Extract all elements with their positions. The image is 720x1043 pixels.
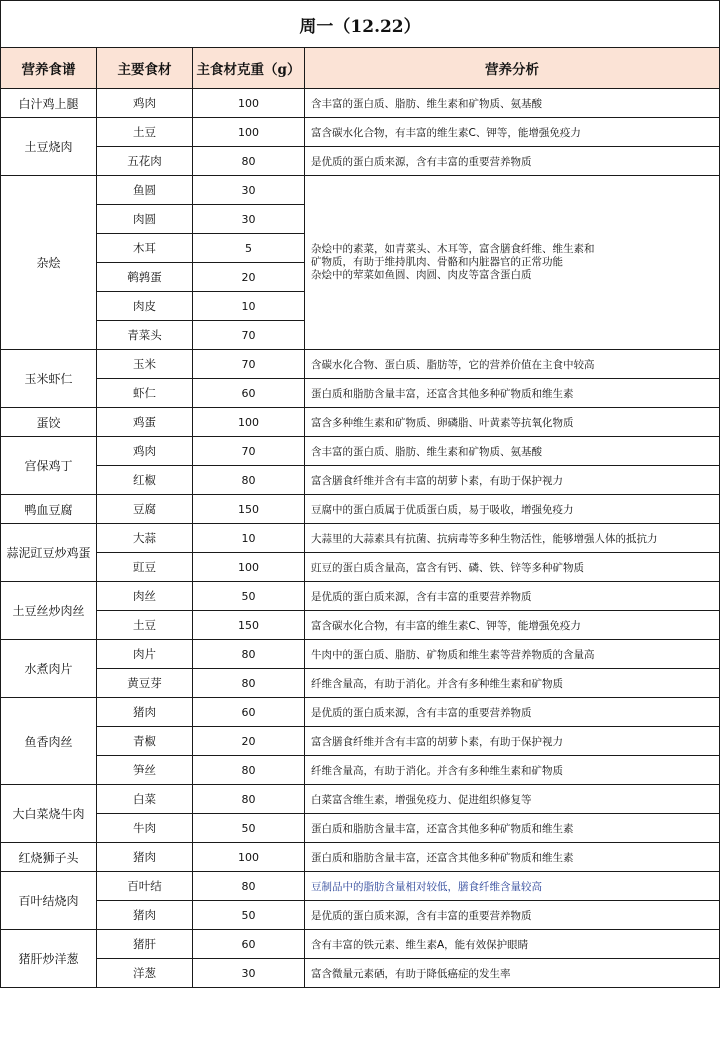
weight-cell: 5 bbox=[193, 234, 305, 263]
table-row bbox=[1, 437, 720, 466]
table-row bbox=[1, 640, 720, 669]
analysis-cell: 白菜富含维生素，增强免疫力、促进组织修复等 bbox=[305, 785, 720, 814]
analysis-cell: 大蒜里的大蒜素具有抗菌、抗病毒等多种生物活性，能够增强人体的抵抗力 bbox=[305, 524, 720, 553]
ingredient-cell: 猪肉 bbox=[97, 901, 193, 930]
table-row bbox=[1, 408, 720, 437]
dish-name: 杂烩 bbox=[1, 176, 97, 350]
weight-cell: 10 bbox=[193, 524, 305, 553]
ingredient-cell: 笋丝 bbox=[97, 756, 193, 785]
table-row bbox=[1, 147, 720, 176]
dish-name: 玉米虾仁 bbox=[1, 350, 97, 408]
analysis-cell: 蛋白质和脂肪含量丰富，还富含其他多种矿物质和维生素 bbox=[305, 379, 720, 408]
analysis-cell: 纤维含量高，有助于消化。并含有多种维生素和矿物质 bbox=[305, 756, 720, 785]
analysis-cell: 豆腐中的蛋白质属于优质蛋白质，易于吸收，增强免疫力 bbox=[305, 495, 720, 524]
weight-cell: 100 bbox=[193, 843, 305, 872]
table-row bbox=[1, 727, 720, 756]
ingredient-cell: 豇豆 bbox=[97, 553, 193, 582]
ingredient-cell: 青椒 bbox=[97, 727, 193, 756]
dish-name: 土豆烧肉 bbox=[1, 118, 97, 176]
table-row bbox=[1, 756, 720, 785]
analysis-cell: 纤维含量高，有助于消化。并含有多种维生素和矿物质 bbox=[305, 669, 720, 698]
ingredient-cell: 黄豆芽 bbox=[97, 669, 193, 698]
dish-name: 大白菜烧牛肉 bbox=[1, 785, 97, 843]
header-ingredient: 主要食材 bbox=[97, 48, 193, 89]
analysis-cell: 含丰富的蛋白质、脂肪、维生素和矿物质、氨基酸 bbox=[305, 89, 720, 118]
table-row bbox=[1, 901, 720, 930]
menu-body bbox=[1, 89, 720, 988]
weight-cell: 100 bbox=[193, 89, 305, 118]
table-row bbox=[1, 379, 720, 408]
ingredient-cell: 猪肝 bbox=[97, 930, 193, 959]
analysis-line: 杂烩中的素菜，如青菜头、木耳等，富含膳食纤维、维生素和 bbox=[311, 243, 595, 255]
ingredient-cell: 百叶结 bbox=[97, 872, 193, 901]
ingredient-cell: 肉丝 bbox=[97, 582, 193, 611]
analysis-cell: 是优质的蛋白质来源，含有丰富的重要营养物质 bbox=[305, 582, 720, 611]
table-row bbox=[1, 89, 720, 118]
dish-name: 鱼香肉丝 bbox=[1, 698, 97, 785]
weight-cell: 50 bbox=[193, 582, 305, 611]
weight-cell: 80 bbox=[193, 669, 305, 698]
ingredient-cell: 鸡肉 bbox=[97, 437, 193, 466]
ingredient-cell: 青菜头 bbox=[97, 321, 193, 350]
weight-cell: 150 bbox=[193, 495, 305, 524]
dish-name: 白汁鸡上腿 bbox=[1, 89, 97, 118]
weight-cell: 50 bbox=[193, 814, 305, 843]
analysis-cell bbox=[305, 176, 720, 350]
analysis-line: 杂烩中的荤菜如鱼圆、肉圆、肉皮等富含蛋白质 bbox=[311, 269, 532, 281]
ingredient-cell: 鹌鹑蛋 bbox=[97, 263, 193, 292]
ingredient-cell: 大蒜 bbox=[97, 524, 193, 553]
weight-cell: 100 bbox=[193, 408, 305, 437]
table-row bbox=[1, 814, 720, 843]
weight-cell: 80 bbox=[193, 785, 305, 814]
weight-cell: 70 bbox=[193, 437, 305, 466]
analysis-cell: 豇豆的蛋白质含量高，富含有钙、磷、铁、锌等多种矿物质 bbox=[305, 553, 720, 582]
analysis-cell: 含有丰富的铁元素、维生素A，能有效保护眼睛 bbox=[305, 930, 720, 959]
analysis-cell: 富含膳食纤维并含有丰富的胡萝卜素，有助于保护视力 bbox=[305, 466, 720, 495]
analysis-cell: 富含碳水化合物，有丰富的维生素C、钾等，能增强免疫力 bbox=[305, 611, 720, 640]
ingredient-cell: 木耳 bbox=[97, 234, 193, 263]
header-weight: 主食材克重（g） bbox=[193, 48, 305, 89]
analysis-cell: 富含微量元素硒，有助于降低癌症的发生率 bbox=[305, 959, 720, 988]
ingredient-cell: 猪肉 bbox=[97, 698, 193, 727]
table-row bbox=[1, 959, 720, 988]
analysis-cell: 是优质的蛋白质来源，含有丰富的重要营养物质 bbox=[305, 147, 720, 176]
ingredient-cell: 肉片 bbox=[97, 640, 193, 669]
weight-cell: 80 bbox=[193, 147, 305, 176]
header-analysis: 营养分析 bbox=[305, 48, 720, 89]
dish-name: 蛋饺 bbox=[1, 408, 97, 437]
dish-name: 蒜泥豇豆炒鸡蛋 bbox=[1, 524, 97, 582]
weight-cell: 150 bbox=[193, 611, 305, 640]
dish-name: 百叶结烧肉 bbox=[1, 872, 97, 930]
table-row bbox=[1, 524, 720, 553]
weight-cell: 70 bbox=[193, 321, 305, 350]
weight-cell: 10 bbox=[193, 292, 305, 321]
analysis-cell: 富含碳水化合物，有丰富的维生素C、钾等，能增强免疫力 bbox=[305, 118, 720, 147]
ingredient-cell: 土豆 bbox=[97, 611, 193, 640]
ingredient-cell: 鸡蛋 bbox=[97, 408, 193, 437]
analysis-cell: 蛋白质和脂肪含量丰富，还富含其他多种矿物质和维生素 bbox=[305, 814, 720, 843]
header-recipe: 营养食谱 bbox=[1, 48, 97, 89]
ingredient-cell: 土豆 bbox=[97, 118, 193, 147]
analysis-cell: 是优质的蛋白质来源，含有丰富的重要营养物质 bbox=[305, 901, 720, 930]
table-row bbox=[1, 785, 720, 814]
weight-cell: 60 bbox=[193, 379, 305, 408]
weight-cell: 60 bbox=[193, 930, 305, 959]
analysis-cell: 是优质的蛋白质来源，含有丰富的重要营养物质 bbox=[305, 698, 720, 727]
table-row bbox=[1, 843, 720, 872]
weight-cell: 80 bbox=[193, 640, 305, 669]
weight-cell: 60 bbox=[193, 698, 305, 727]
table-row bbox=[1, 495, 720, 524]
ingredient-cell: 肉皮 bbox=[97, 292, 193, 321]
weight-cell: 80 bbox=[193, 466, 305, 495]
ingredient-cell: 鸡肉 bbox=[97, 89, 193, 118]
dish-name: 水煮肉片 bbox=[1, 640, 97, 698]
table-row bbox=[1, 930, 720, 959]
analysis-cell: 富含多种维生素和矿物质、卵磷脂、叶黄素等抗氧化物质 bbox=[305, 408, 720, 437]
weight-cell: 70 bbox=[193, 350, 305, 379]
dish-name: 土豆丝炒肉丝 bbox=[1, 582, 97, 640]
weight-cell: 20 bbox=[193, 263, 305, 292]
ingredient-cell: 白菜 bbox=[97, 785, 193, 814]
analysis-cell: 含丰富的蛋白质、脂肪、维生素和矿物质、氨基酸 bbox=[305, 437, 720, 466]
analysis-cell: 蛋白质和脂肪含量丰富，还富含其他多种矿物质和维生素 bbox=[305, 843, 720, 872]
weight-cell: 30 bbox=[193, 205, 305, 234]
ingredient-cell: 洋葱 bbox=[97, 959, 193, 988]
table-row bbox=[1, 553, 720, 582]
ingredient-cell: 猪肉 bbox=[97, 843, 193, 872]
weight-cell: 100 bbox=[193, 553, 305, 582]
ingredient-cell: 豆腐 bbox=[97, 495, 193, 524]
ingredient-cell: 五花肉 bbox=[97, 147, 193, 176]
ingredient-cell: 红椒 bbox=[97, 466, 193, 495]
table-row bbox=[1, 872, 720, 901]
ingredient-cell: 虾仁 bbox=[97, 379, 193, 408]
table-row bbox=[1, 350, 720, 379]
weight-cell: 100 bbox=[193, 118, 305, 147]
ingredient-cell: 鱼圆 bbox=[97, 176, 193, 205]
weight-cell: 20 bbox=[193, 727, 305, 756]
table-row bbox=[1, 466, 720, 495]
table-row bbox=[1, 118, 720, 147]
weight-cell: 80 bbox=[193, 756, 305, 785]
analysis-cell: 豆制品中的脂肪含量相对较低，膳食纤维含量较高 bbox=[305, 872, 720, 901]
weight-cell: 30 bbox=[193, 959, 305, 988]
table-row bbox=[1, 698, 720, 727]
weight-cell: 80 bbox=[193, 872, 305, 901]
ingredient-cell: 牛肉 bbox=[97, 814, 193, 843]
table-header-row bbox=[1, 48, 720, 89]
analysis-cell: 牛肉中的蛋白质、脂肪、矿物质和维生素等营养物质的含量高 bbox=[305, 640, 720, 669]
dish-name: 猪肝炒洋葱 bbox=[1, 930, 97, 988]
analysis-cell: 富含膳食纤维并含有丰富的胡萝卜素，有助于保护视力 bbox=[305, 727, 720, 756]
table-row bbox=[1, 669, 720, 698]
ingredient-cell: 玉米 bbox=[97, 350, 193, 379]
weight-cell: 30 bbox=[193, 176, 305, 205]
analysis-cell: 含碳水化合物、蛋白质、脂肪等，它的营养价值在主食中较高 bbox=[305, 350, 720, 379]
ingredient-cell: 肉圆 bbox=[97, 205, 193, 234]
analysis-line: 矿物质，有助于维持肌肉、骨骼和内脏器官的正常功能 bbox=[311, 256, 563, 268]
table-row bbox=[1, 176, 720, 205]
page-title: 周一（12.22） bbox=[1, 1, 720, 48]
dish-name: 红烧狮子头 bbox=[1, 843, 97, 872]
table-row bbox=[1, 611, 720, 640]
table-row bbox=[1, 582, 720, 611]
weight-cell: 50 bbox=[193, 901, 305, 930]
dish-name: 鸭血豆腐 bbox=[1, 495, 97, 524]
dish-name: 宫保鸡丁 bbox=[1, 437, 97, 495]
